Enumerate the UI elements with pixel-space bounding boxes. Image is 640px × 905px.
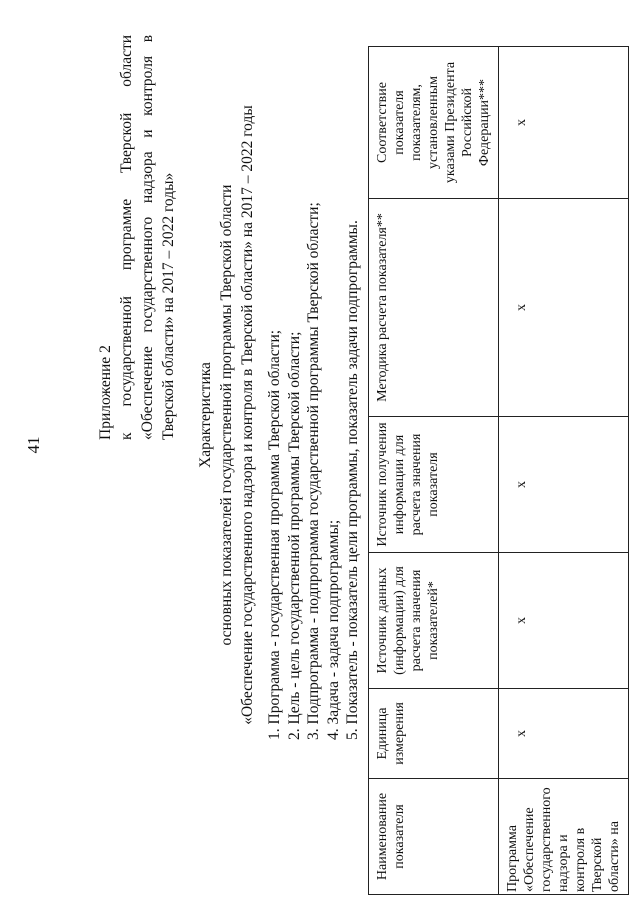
cell-info-source: х: [499, 417, 629, 553]
heading-program-name: «Обеспечение государственного надзора и контроля в Тверской области» на 2017 – 2022 годы: [239, 105, 256, 725]
document-heading: [195, 95, 258, 735]
appendix-word: надзора: [139, 151, 156, 204]
appendix-word: «Обеспечение: [139, 346, 156, 440]
header-info-source: Источник получения информации для расчета значения показателя: [369, 417, 499, 553]
table-row: [499, 47, 629, 895]
definition-item: 3. Подпрограмма - подпрограмма государственной программы Тверской области;: [305, 202, 322, 740]
header-data-source: Источник данных (информации) для расчета значения показателей*: [369, 553, 499, 689]
heading-title: Характеристика: [197, 362, 214, 468]
appendix-line-2: [116, 35, 137, 440]
cell-data-source: х: [499, 553, 629, 689]
appendix-word: программе: [118, 198, 135, 271]
cell-unit: х: [499, 689, 629, 779]
definition-item: 5. Показатель - показатель цели программы, показатель задачи подпрограммы.: [344, 220, 361, 740]
appendix-word: Тверской: [118, 112, 135, 173]
indicators-table: [368, 46, 629, 895]
cell-compliance: х: [499, 47, 629, 199]
definition-item: 4. Задача - задача подпрограммы;: [324, 519, 342, 740]
appendix-line-4: Тверской области» на 2017 – 2022 годы»: [160, 172, 177, 440]
definitions-list: [265, 60, 363, 740]
heading-subtitle: основных показателей государственной программы Тверской области: [218, 184, 235, 646]
appendix-line-3: [137, 35, 158, 440]
appendix-word: в: [139, 34, 156, 43]
header-indicator-name: Наименование показателя: [369, 779, 499, 895]
page-number: 41: [24, 436, 43, 454]
header-unit: Единица измерения: [369, 689, 499, 779]
appendix-word: государственного: [139, 216, 156, 333]
table-header-row: [369, 47, 499, 895]
header-method: Методика расчета показателя**: [369, 199, 499, 417]
appendix-word: области: [118, 34, 135, 87]
definition-item: 1. Программа - государственная программа Тверской области;: [266, 329, 283, 740]
appendix-word: к: [118, 432, 135, 440]
appendix-reference: [95, 35, 179, 440]
appendix-word: и: [139, 129, 156, 138]
appendix-title: Приложение 2: [97, 345, 114, 440]
definition-item: 2. Цель - цель государственной программы Тверской области;: [285, 331, 303, 740]
appendix-word: государственной: [118, 296, 135, 407]
cell-indicator-name: Программа «Обеспечение государственного надзора и контроля в Тверской области» на: [499, 779, 629, 895]
appendix-word: контроля: [139, 55, 156, 116]
cell-method: х: [499, 199, 629, 417]
header-compliance: Соответствие показателя показателям, установленным указами Президента Российской Федерации***: [369, 47, 499, 199]
